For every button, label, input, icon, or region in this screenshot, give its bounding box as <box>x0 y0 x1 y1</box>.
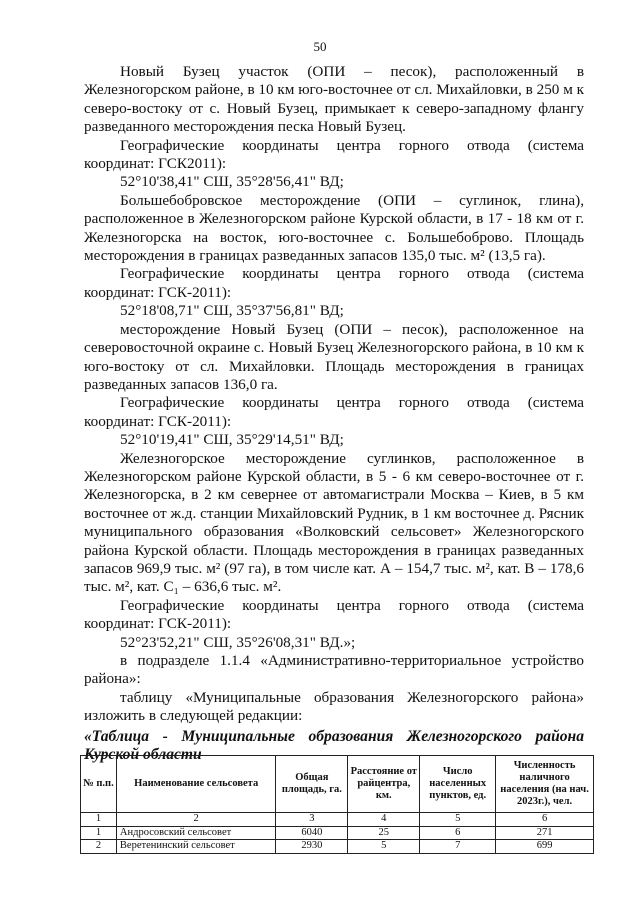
table-cell: 6 <box>420 826 496 840</box>
header-distance: Расстояние от райцентра, км. <box>348 756 420 813</box>
paragraph-subsection-1-1-4: в подразделе 1.1.4 «Административно-территориальное устройство района»: <box>84 652 584 688</box>
coordinates-2: 52°18'08,71" СШ, 35°37'56,81" ВД; <box>120 302 344 320</box>
municipalities-table <box>80 755 594 854</box>
paragraph-bolshebobrovskoe: Большебобровское месторождение (ОПИ – суглинок, глина), расположенное в Железногорском районе Курской области, в 17 - 18 км от г. Железногорска на восток, юго-восточнее с. Большебоброво. Площадь месторождения в границах разведанных запасов 135,0 тыс. м² (13,5 га). <box>84 191 584 265</box>
table-cell: 699 <box>496 840 594 854</box>
page-number: 50 <box>313 39 327 54</box>
paragraph-coords-intro-4: Географические координаты центра горного отвода (система координат: ГСК-2011): <box>84 596 584 633</box>
table-cell: 3 <box>276 813 348 827</box>
paragraph-table-instruction: таблицу «Муниципальные образования Железногорского района» изложить в следующей редакции: <box>84 688 584 725</box>
header-population: Численность наличного населения (на нач. 2023г.), чел. <box>496 756 594 813</box>
coordinates-1: 52°10'38,41" СШ, 35°28'56,41" ВД; <box>120 173 344 191</box>
paragraph-coords-intro-1: Географические координаты центра горного отвода (система координат: ГСК2011): <box>84 136 584 173</box>
table-row <box>81 826 594 840</box>
table-cell: 25 <box>348 826 420 840</box>
paragraph-coords-intro-3: Географические координаты центра горного отвода (система координат: ГСК-2011): <box>84 394 584 430</box>
document-body <box>84 63 584 764</box>
header-council-name: Наименование сельсовета <box>116 756 276 813</box>
table-cell: 1 <box>81 813 117 827</box>
table-cell: 2930 <box>276 840 348 854</box>
coordinates-4: 52°23'52,21" СШ, 35°26'08,31" ВД.»; <box>120 633 356 651</box>
table-cell: Андросовский сельсовет <box>116 826 276 840</box>
table-cell: 271 <box>496 826 594 840</box>
table-cell: 6 <box>496 813 594 827</box>
header-number: № п.п. <box>81 756 117 813</box>
table-cell: 7 <box>420 840 496 854</box>
table-cell: 2 <box>81 840 117 854</box>
paragraph-coords-intro-2: Географические координаты центра горного отвода (система координат: ГСК-2011): <box>84 265 584 301</box>
table-title: «Таблица - Муниципальные образования Железногорского района Курской области <box>84 727 584 764</box>
table-cell: 4 <box>348 813 420 827</box>
table-cell: 5 <box>420 813 496 827</box>
table-cell: 5 <box>348 840 420 854</box>
coordinates-3: 52°10'19,41" СШ, 35°29'14,51" ВД; <box>120 431 344 449</box>
table-header-row <box>81 756 594 813</box>
table-row <box>81 813 594 827</box>
table-cell: 6040 <box>276 826 348 840</box>
header-settlements: Число населенных пунктов, ед. <box>420 756 496 813</box>
table-cell: 2 <box>116 813 276 827</box>
table-cell: 1 <box>81 826 117 840</box>
header-area: Общая площадь, га. <box>276 756 348 813</box>
paragraph-novy-buzets-site: Новый Бузец участок (ОПИ – песок), расположенный в Железногорском районе, в 10 км юго-восточнее от сл. Михайловки, в 250 м к северо-востоку от с. Новый Бузец, примыкает к северо-западному флангу разведанного месторождения песка Новый Бузец. <box>84 63 584 136</box>
paragraph-novy-buzets-deposit: месторождение Новый Бузец (ОПИ – песок), расположенное на северовосточной окраине с. Новый Бузец Железногорского района, в 10 км к юго-востоку от сл. Михайловки. Площадь месторождения в границах разведанных запасов 136,0 га. <box>84 320 584 393</box>
table-cell: Веретенинский сельсовет <box>116 840 276 854</box>
table-row <box>81 840 594 854</box>
paragraph-zheleznogorskoe: Железногорское месторождение суглинков, расположенное в Железногорском районе Курской области, в 5 - 6 км северо-восточнее от г. Железногорска, в 2 км севернее от автомагистрали Москва – Киев, в 5 км восточнее от ж.д. станции Михайловский Рудник, в 1 км восточнее д. Рясник муниципального образования «Волковский сельсовет» Железногорского района Курской области. Площадь месторождения в границах разведанных запасов 969,9 тыс. м² (97 га), в том числе кат. А – 154,7 тыс. м², кат. В – 178,6 тыс. м², кат. С₁ – 636,6 тыс. м². <box>84 449 584 596</box>
